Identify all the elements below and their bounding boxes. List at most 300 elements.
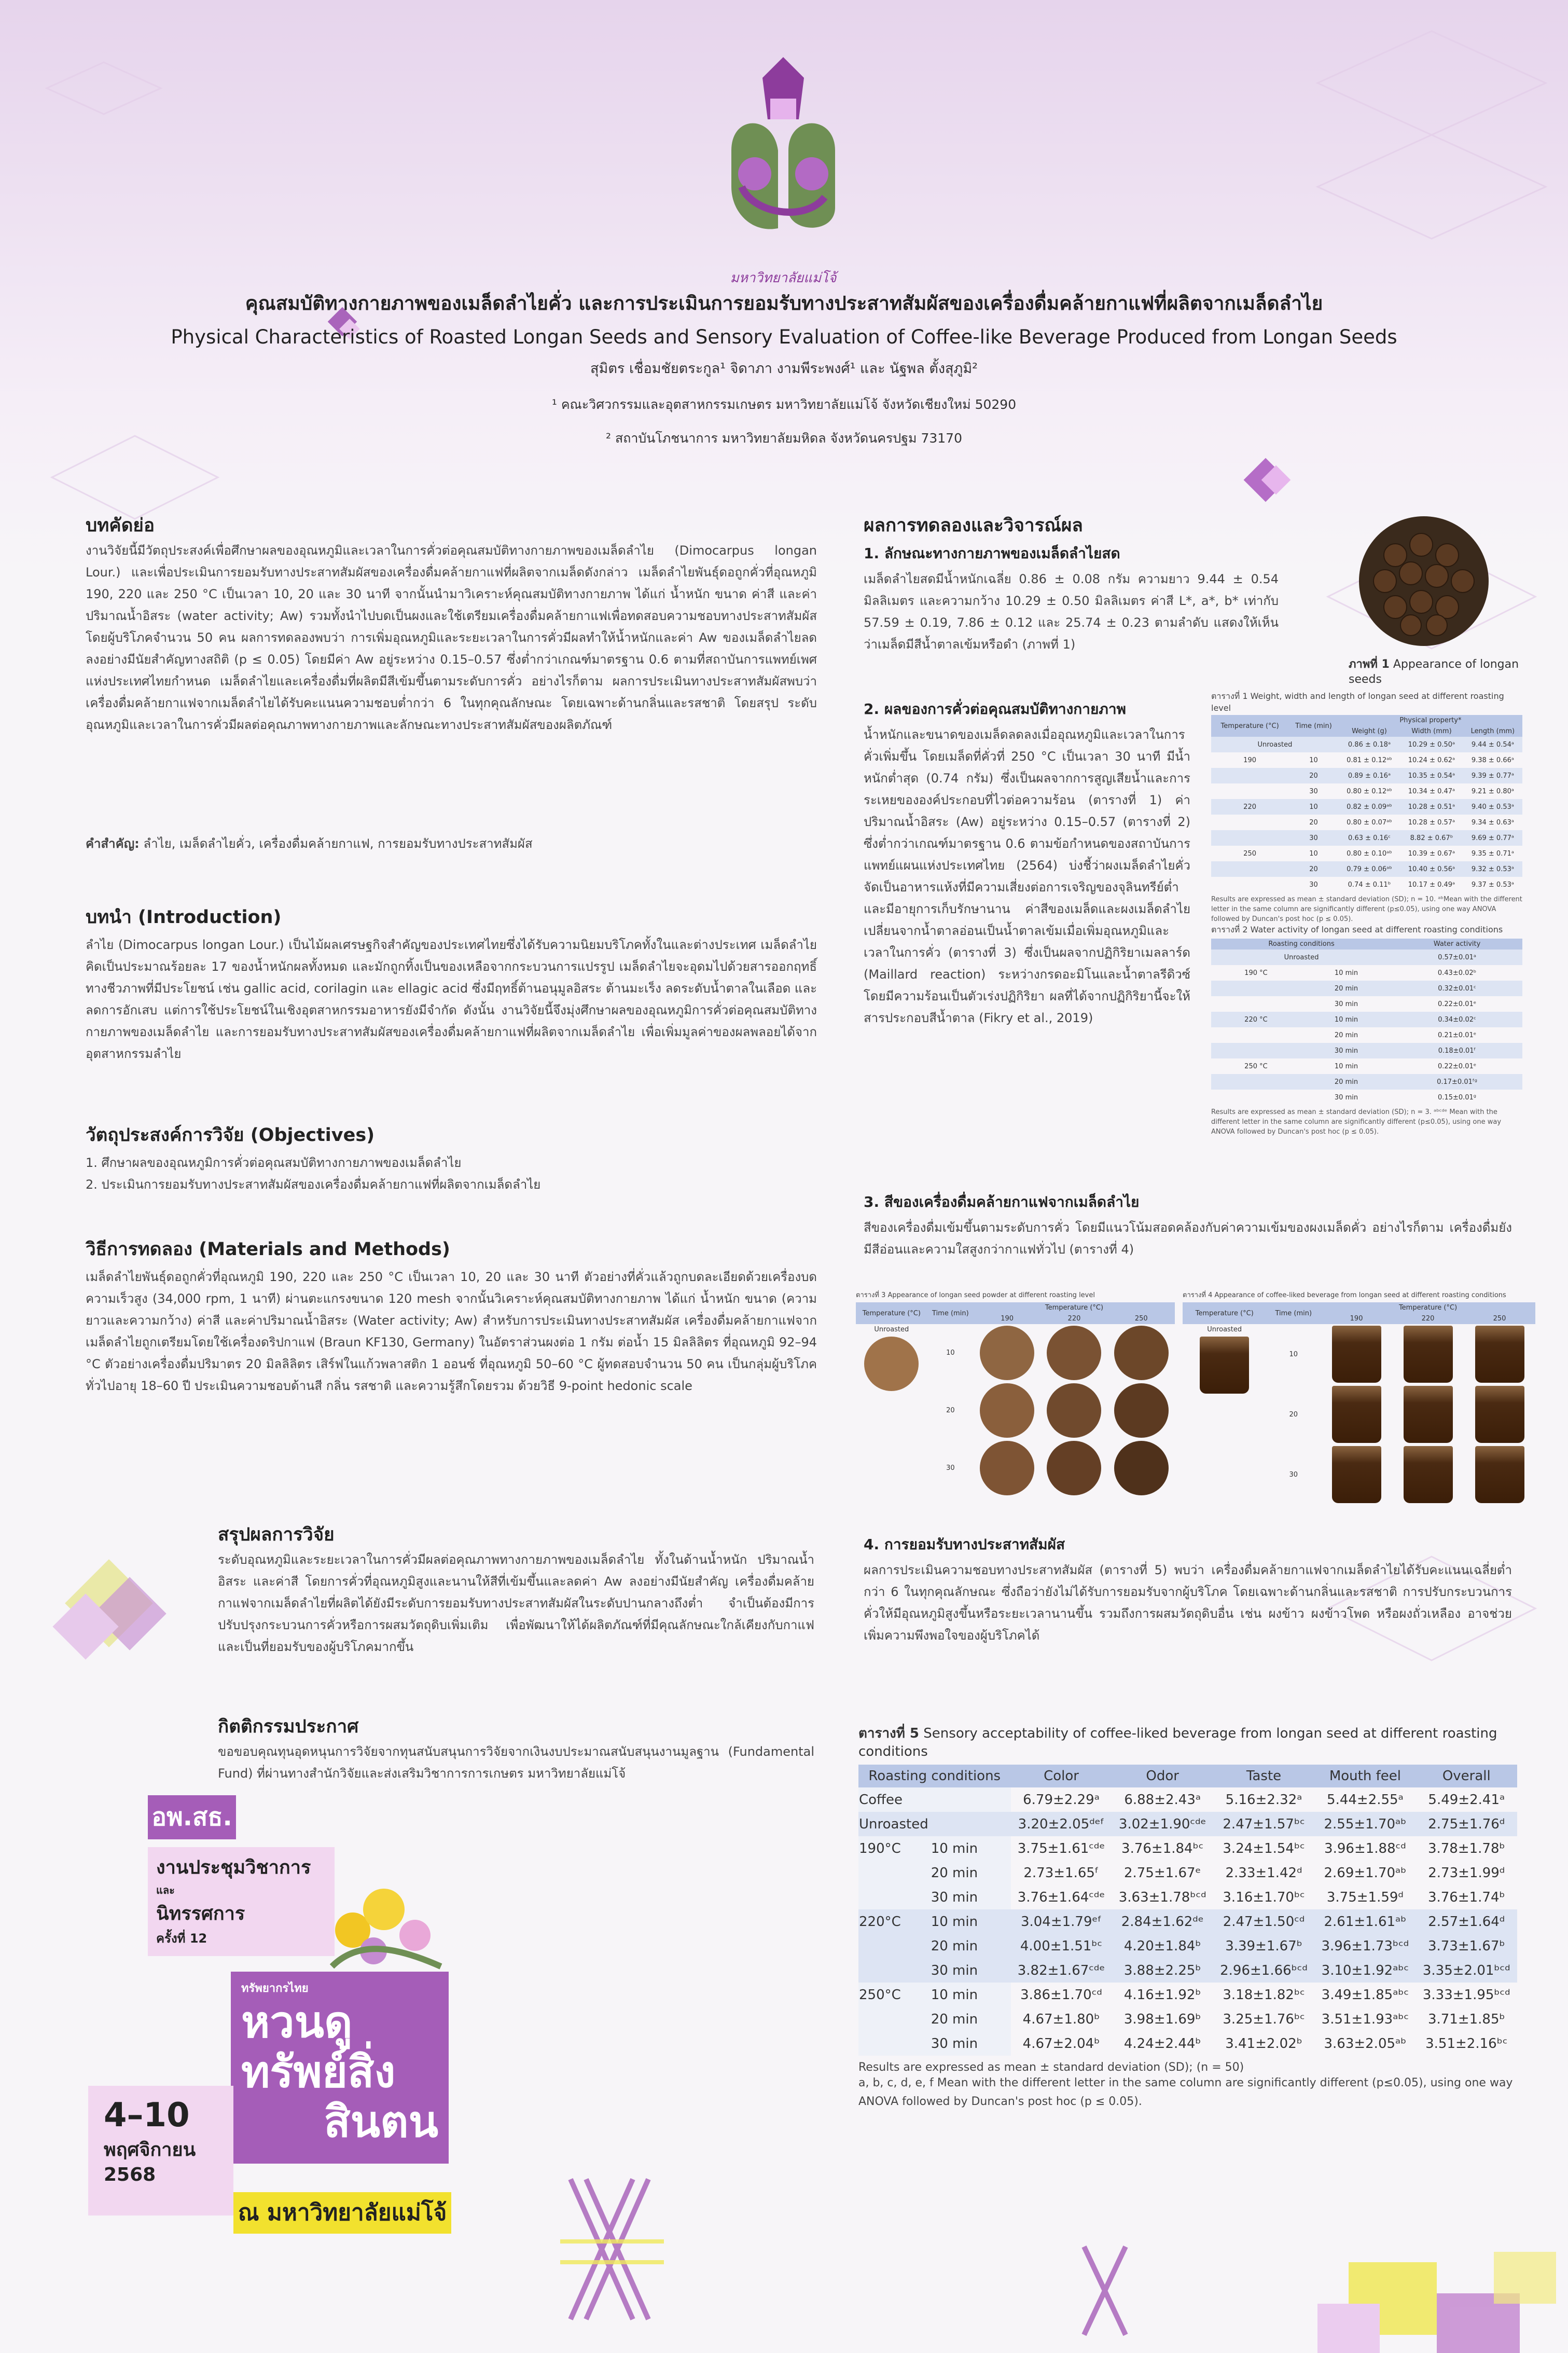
table2-cell: 0.15±0.01ᵍ <box>1438 1093 1477 1102</box>
table5-header: Roasting conditions <box>858 1765 1011 1787</box>
table1-cell: 0.80 ± 0.12ᵃᵇ <box>1347 787 1392 795</box>
table1-cell: 9.35 ± 0.71ᵃ <box>1471 849 1514 858</box>
table-row <box>858 1909 1517 1934</box>
table5-value: 2.75±1.76ᵈ <box>1416 1812 1517 1836</box>
table5-value: 3.20±2.05ᵈᵉᶠ <box>1011 1812 1112 1836</box>
table2-cell <box>1211 1043 1301 1058</box>
table-row <box>1211 799 1522 815</box>
table-row <box>858 1885 1517 1909</box>
table1-header: Time (min) <box>1288 715 1339 737</box>
table1-cell: 9.32 ± 0.53ᵃ <box>1471 865 1514 873</box>
table5-value: 4.24±2.44ᵇ <box>1123 2035 1201 2052</box>
table-row <box>1211 1027 1522 1043</box>
table2-cell <box>1211 1027 1301 1043</box>
table1-cell: 10 <box>1309 849 1318 858</box>
keywords-label: คำสำคัญ: <box>86 836 140 851</box>
table5-value: 3.41±2.02ᵇ <box>1225 2035 1302 2052</box>
table5-value: 2.84±1.62ᵈᵉ <box>1112 1909 1213 1934</box>
table5-note-1: Results are expressed as mean ± standard deviation (SD); (n = 50) <box>858 2061 1244 2074</box>
table1-cell: 10.29 ± 0.50ᵃ <box>1408 740 1455 749</box>
table2-cell: 0.34±0.02ᶜ <box>1438 1015 1476 1024</box>
table4-header: 220 <box>1392 1313 1464 1324</box>
figure1-caption-text: Appearance of longan seeds <box>1349 658 1519 686</box>
event-slogan-1: หวนดู <box>241 1997 353 2047</box>
acknowledgement-heading: กิตติกรรมประกาศ <box>218 1716 359 1737</box>
table5-caption-label: ตารางที่ 5 <box>858 1726 920 1741</box>
title-thai: คุณสมบัติทางกายภาพของเมล็ดลำไยคั่ว และการประเมินการยอมรับทางประสาทสัมผัสของเครื่องดื่มคล้ายกาแฟที่ผลิตจากเมล็ดลำไย <box>245 292 1323 314</box>
table-row <box>1211 877 1522 892</box>
table2-cell: 0.43±0.02ᵇ <box>1437 969 1477 977</box>
table2-header: Roasting conditions <box>1211 939 1392 950</box>
objective-item: 2. ประเมินการยอมรับทางประสาทสัมผัสของเครื่องดื่มคล้ายกาแฟที่ผลิตจากเมล็ดลำไย <box>86 1177 541 1192</box>
table1-header: Weight (g) <box>1339 726 1400 737</box>
table5-condition: Unroasted <box>858 1812 1011 1836</box>
table-row <box>1211 830 1522 846</box>
objectives-list <box>86 1152 817 1195</box>
table1-cell: 10.17 ± 0.49ᵃ <box>1408 880 1455 889</box>
table2-cell: 250 °C <box>1244 1062 1268 1070</box>
table1-cell: 9.40 ± 0.53ᵃ <box>1471 803 1514 811</box>
results-s1-text: เมล็ดลำไยสดมีน้ำหนักเฉลี่ย 0.86 ± 0.08 กรัม ความยาว 9.44 ± 0.54 มิลลิเมตร และความกว้าง 10.29 ± 0.50 มิลลิเมตร ค่าสี L*, a*, b* เท่ากับ 57.59 ± 0.19, 7.86 ± 0.12 และ 25.74 ± 0.23 ตามลำดับ แสดงให้เห็นว่าเมล็ดมีสีน้ำตาลเข้มหรือดำ (ภาพที่ 1) <box>864 572 1279 652</box>
table-row <box>1211 1012 1522 1027</box>
abstract-text: งานวิจัยนี้มีวัตถุประสงค์เพื่อศึกษาผลของอุณหภูมิและเวลาในการคั่วต่อคุณสมบัติทางกายภาพของเมล็ดลำไย (Dimocarpus longan Lour.) และเพื่อประเมินการยอมรับทางประสาทสัมผัสของเครื่องดื่มคล้ายกาแฟที่ผลิตจากเมล็ดดังกล่าว เมล็ดลำไยพันธุ์ดอถูกคั่วที่อุณหภูมิ 190, 220 และ 250 °C เป็นเวลา 10, 20 และ 30 นาที จากนั้นนำมาวิเคราะห์คุณสมบัติทางกายภาพ ได้แก่ น้ำหนัก ขนาด ค่าสี และค่าปริมาณน้ำอิสระ (water activity; Aw) รวมทั้งนำไปบดเป็นผงและใช้เตรียมเครื่องดื่มคล้ายกาแฟเพื่อทดสอบความชอบทางประสาทสัมผัสโดยผู้บริโภคจำนวน 50 คน ผลการทดลองพบว่า การเพิ่มอุณหภูมิและระยะเวลาในการคั่วมีผลทำให้น้ำหนักและค่า Aw ของเมล็ดลำไยลดลงอย่างมีนัยสำคัญทางสถิติ (p ≤ 0.05) โดยมีค่า Aw อยู่ระหว่าง 0.15–0.57 ซึ่งต่ำกว่าเกณฑ์มาตรฐาน 0.6 ตามที่สถาบันการแพทย์เพศแห่งประเทศไทยกำหนด เมล็ดลำไยและเครื่องดื่มที่ผลิตมีสีเข้มขึ้นตามระดับการคั่ว อย่างไรก็ตาม ผลการประเมินทางประสาทสัมผัสพบว่า เครื่องดื่มคล้ายกาแฟจากเมล็ดลำไยได้รับคะแนนความชอบต่ำกว่า 6 ในทุกคุณลักษณะ โดยเฉพาะด้านกลิ่นและรสชาติ โดยสรุป ระดับอุณหภูมิและเวลาในการคั่วมีผลต่อคุณภาพทางกายภาพและลักษณะทางประสาทสัมผัสของผลิตภัณฑ์ <box>86 543 817 732</box>
table1-cell: 9.44 ± 0.54ᵃ <box>1471 740 1514 749</box>
acknowledgement-text: ขอขอบคุณทุนอุดหนุนการวิจัยจากทุนสนับสนุนการวิจัยจากเงินงบประมาณสนับสนุนงานมูลฐาน (Fundamental Fund) ที่ผ่านทางสำนักวิจัยและส่งเสริมวิชาการการเกษตร มหาวิทยาลัยแม่โจ้ <box>218 1744 814 1781</box>
table5-condition <box>858 1885 931 1909</box>
table5-condition <box>858 2031 931 2056</box>
table5-value: 2.55±1.70ᵃᵇ <box>1314 1812 1416 1836</box>
table5-value: 3.39±1.67ᵇ <box>1213 1934 1314 1958</box>
affiliation-2: ² สถาบันโภชนาการ มหาวิทยาลัยมหิดล จังหวัดนครปฐม 73170 <box>605 431 962 446</box>
table1-cell: 0.80 ± 0.07ᵃᵇ <box>1347 818 1392 827</box>
beverage-sample <box>1475 1446 1524 1503</box>
table3-header: 190 <box>974 1313 1040 1324</box>
table5-time: 30 min <box>931 2031 1011 2056</box>
table1-cell: 8.82 ± 0.67ᵇ <box>1410 834 1453 842</box>
longan-seeds-photo <box>1349 514 1499 649</box>
keywords-text: ลำไย, เมล็ดลำไยคั่ว, เครื่องดื่มคล้ายกาแฟ, การยอมรับทางประสาทสัมผัส <box>143 836 533 851</box>
table5-value: 5.44±2.55ᵃ <box>1327 1792 1404 1808</box>
beverage-sample <box>1332 1446 1381 1503</box>
table2-cell: 10 min <box>1334 1062 1358 1070</box>
affiliation-1: ¹ คณะวิศวกรรมและอุตสาหกรรมเกษตร มหาวิทยาลัยแม่โจ้ จังหวัดเชียงใหม่ 50290 <box>551 397 1017 412</box>
table5-value: 3.88±2.25ᵇ <box>1112 1958 1213 1983</box>
table1-cell: 30 <box>1309 834 1318 842</box>
table5-value: 2.47±1.57ᵇᶜ <box>1213 1812 1314 1836</box>
table1-cell: 10 <box>1309 803 1318 811</box>
table5-value: 5.16±2.32ᵃ <box>1225 1792 1302 1808</box>
university-name: มหาวิทยาลัยแม่โจ้ <box>730 270 837 286</box>
table-row <box>1211 965 1522 981</box>
table5-value: 3.02±1.90ᶜᵈᵉ <box>1112 1812 1213 1836</box>
table1-cell <box>1211 783 1288 799</box>
table-row <box>1211 815 1522 830</box>
table2-cell: 0.17±0.01ᶠᵍ <box>1437 1078 1477 1086</box>
table5-condition <box>858 1958 931 1983</box>
table1-cell: 0.86 ± 0.18ᵃ <box>1348 740 1391 749</box>
table5-value: 3.04±1.79ᵉᶠ <box>1011 1909 1112 1934</box>
table-row <box>858 1787 1517 1812</box>
table1-cell: 10.28 ± 0.57ᵃ <box>1408 818 1455 827</box>
event-date-box <box>88 2086 233 2216</box>
powder-sample <box>1114 1441 1169 1495</box>
introduction-text: ลำไย (Dimocarpus longan Lour.) เป็นไม้ผลเศรษฐกิจสำคัญของประเทศไทยซึ่งได้รับความนิยมบริโภคทั้งในและต่างประเทศ เมล็ดลำไยคิดเป็นประมาณร้อยละ 17 ของน้ำหนักผลทั้งหมด และมักถูกทิ้งเป็นของเหลือจากกระบวนการแปรรูป เมล็ดลำไยจะอุดมไปด้วยสารออกฤทธิ์ทางชีวภาพที่มีประโยชน์ เช่น gallic acid, corilagin และ ellagic acid ซึ่งมีฤทธิ์ต้านอนุมูลอิสระ ต้านมะเร็ง ลดระดับน้ำตาลในเลือด และลดการอักเสบ แต่การใช้ประโยชน์ในเชิงอุตสาหกรรมอาหารยังมีจำกัด ดังนั้น งานวิจัยนี้จึงมุ่งศึกษาผลของอุณหภูมิการคั่วต่อคุณสมบัติทางกายภาพของเมล็ดลำไย และการยอมรับทางประสาทสัมผัสของเครื่องดื่มคล้ายกาแฟที่ผลิตจากเมล็ดลำไย เพื่อเพิ่มมูลค่าของผลพลอยได้จากอุตสาหกรรมลำไย <box>86 938 817 1061</box>
table-row <box>1211 783 1522 799</box>
table-row <box>1211 846 1522 861</box>
event-sub: ทรัพยากรไทย <box>241 1982 309 1995</box>
table4-time: 20 <box>1289 1410 1298 1419</box>
event-and: และ <box>156 1884 175 1896</box>
results-s1-heading: 1. ลักษณะทางกายภาพของเมล็ดลำไยสด <box>864 545 1120 562</box>
table5-value: 4.00±1.51ᵇᶜ <box>1011 1934 1112 1958</box>
table1-cell: 190 <box>1243 756 1256 764</box>
table1-cell: 0.82 ± 0.09ᵃᵇ <box>1347 803 1392 811</box>
table5-value: 3.10±1.92ᵃᵇᶜ <box>1314 1958 1416 1983</box>
powder-sample <box>1114 1383 1169 1438</box>
table5-condition: Coffee <box>858 1787 1011 1812</box>
table2-note: Results are expressed as mean ± standard deviation (SD); n = 3. ᵃᵇᶜᵈᵉ Mean with the different letter in the same column are significantly different (p≤0.05), using one way ANOVA followed by Duncan's post hoc (p ≤ 0.05). <box>1211 1108 1502 1136</box>
table-row <box>858 1836 1517 1861</box>
table5-value: 4.20±1.84ᵇ <box>1112 1934 1213 1958</box>
table5-value: 3.73±1.67ᵇ <box>1416 1934 1517 1958</box>
event-line1: งานประชุมวิชาการ <box>156 1857 311 1878</box>
table5-value: 3.75±1.61ᶜᵈᵉ <box>1017 1840 1105 1856</box>
table5-value: 3.18±1.82ᵇᶜ <box>1223 1987 1305 2003</box>
results-s3-text: สีของเครื่องดื่มเข้มขึ้นตามระดับการคั่ว โดยมีแนวโน้มสอดคล้องกับค่าความเข้มของผงเมล็ดคั่ว อย่างไรก็ตาม เครื่องดื่มยังมีสีอ่อนและความใสสูงกว่ากาแฟทั่วไป (ตารางที่ 4) <box>864 1220 1512 1257</box>
table2 <box>1211 924 1522 1137</box>
table1-cell: 0.81 ± 0.12ᵃᵇ <box>1347 756 1392 764</box>
table1-cell: 10.34 ± 0.47ᵃ <box>1408 787 1455 795</box>
table5-value: 3.76±1.74ᵇ <box>1427 1889 1505 1905</box>
table5-value: 2.47±1.50ᶜᵈ <box>1213 1909 1314 1934</box>
table5-value: 3.63±2.05ᵃᵇ <box>1324 2035 1407 2052</box>
methods-heading: วิธีการทดลอง (Materials and Methods) <box>86 1239 450 1260</box>
table5-value: 4.67±1.80ᵇ <box>1022 2011 1100 2027</box>
table5-value: 3.33±1.95ᵇᶜᵈ <box>1422 1987 1510 2003</box>
table1-cell <box>1211 815 1288 830</box>
beverage-sample <box>1404 1446 1453 1503</box>
event-slogan-3: สินตน <box>324 2096 438 2147</box>
table1-cell: 20 <box>1309 818 1318 827</box>
table-row <box>858 1812 1517 1836</box>
methods-text: เมล็ดลำไยพันธุ์ดอถูกคั่วที่อุณหภูมิ 190, 220 และ 250 °C เป็นเวลา 10, 20 และ 30 นาที ตัวอย่างที่คั่วแล้วถูกบดละเอียดด้วยเครื่องบดความเร็วสูง (34,000 rpm, 1 นาที) ผ่านตะแกรงขนาด 120 mesh จากนั้นวิเคราะห์คุณสมบัติทางกายภาพ ได้แก่ น้ำหนัก ขนาด (ความยาวและความกว้าง) ค่าสี และค่าปริมาณน้ำอิสระ (Water activity; Aw) สำหรับการประเมินทางประสาทสัมผัส เครื่องดื่มคล้ายกาแฟจากเมล็ดลำไยถูกเตรียมโดยใช้เครื่องดริปกาแฟ (Braun KF130, Germany) ในอัตราส่วนผงต่อ 1 กรัม ต่อน้ำ 15 มิลลิลิตร ที่อุณหภูมิ 92–94 °C ตัวอย่างเครื่องดื่มปริมาตร 20 มิลลิลิตร เสิร์ฟในแก้วพลาสติก 1 ออนซ์ ที่อุณหภูมิ 50–60 °C ผู้ทดสอบจำนวน 50 คน เป็นกลุ่มผู้บริโภคทั่วไปอายุ 18–60 ปี ประเมินความชอบด้านสี กลิ่น รสชาติ และความรู้สึกโดยรวม ด้วยวิธี 9-point hedonic scale <box>86 1270 817 1393</box>
table2-cell: 0.21±0.01ᵉ <box>1437 1031 1477 1039</box>
table2-cell: 20 min <box>1334 1031 1358 1039</box>
table5-value: 5.49±2.41ᵃ <box>1428 1792 1505 1808</box>
event-title-box <box>148 1847 335 1956</box>
table-row <box>858 1861 1517 1885</box>
table5-value: 6.88±2.43ᵃ <box>1124 1792 1201 1808</box>
table1-header: Length (mm) <box>1463 726 1522 737</box>
table5-value: 6.79±2.29ᵃ <box>1023 1792 1100 1808</box>
table4-header: Temperature (°C) <box>1183 1302 1266 1324</box>
table4-header: 250 <box>1464 1313 1535 1324</box>
table5-header: Color <box>1011 1765 1112 1787</box>
event-edition: ครั้งที่ 12 <box>156 1931 207 1946</box>
results-s3-heading: 3. สีของเครื่องดื่มคล้ายกาแฟจากเมล็ดลำไย <box>864 1193 1140 1210</box>
table1-cell <box>1211 768 1288 783</box>
powder-sample <box>980 1326 1034 1380</box>
table5-value: 2.33±1.42ᵈ <box>1225 1865 1302 1881</box>
table3-time: 20 <box>946 1407 955 1414</box>
table5-header: Overall <box>1416 1765 1517 1787</box>
table-row <box>858 2007 1517 2031</box>
event-slogan-box <box>231 1972 449 2164</box>
beverage-sample <box>1475 1386 1524 1443</box>
table5-value: 4.16±1.92ᵇ <box>1123 1987 1201 2003</box>
table5-time: 20 min <box>931 1861 1011 1885</box>
table2-cell: 0.22±0.01ᵉ <box>1437 1062 1477 1070</box>
keywords <box>86 833 817 855</box>
table2-header: Water activity <box>1392 939 1522 950</box>
powder-sample <box>1114 1326 1169 1380</box>
table1-cell <box>1211 877 1288 892</box>
table1-cell: Unroasted <box>1257 740 1293 749</box>
table1-cell: 0.79 ± 0.06ᵃᵇ <box>1347 865 1392 873</box>
table5-value: 3.78±1.78ᵇ <box>1427 1840 1505 1856</box>
table1-cell: 0.80 ± 0.10ᵃᵇ <box>1347 849 1392 858</box>
powder-sample <box>980 1441 1034 1495</box>
table3-unroasted-label: Unroasted <box>874 1326 909 1333</box>
table5-value: 2.73±1.99ᵈ <box>1428 1865 1505 1881</box>
table5-value: 3.51±2.16ᵇᶜ <box>1425 2035 1508 2052</box>
table-row <box>1211 1090 1522 1105</box>
table5-condition: 250°C <box>858 1983 931 2007</box>
table1-cell: 10.40 ± 0.56ᵃ <box>1408 865 1455 873</box>
table5 <box>858 1723 1517 2111</box>
table5-header: Taste <box>1213 1765 1314 1787</box>
table-row <box>1211 981 1522 996</box>
powder-sample <box>1047 1383 1101 1438</box>
table1-cell: 10.39 ± 0.67ᵃ <box>1408 849 1455 858</box>
table2-caption: ตารางที่ 2 Water activity of longan seed at different roasting conditions <box>1211 925 1503 934</box>
table5-caption <box>858 1723 1517 1759</box>
table-row <box>858 1958 1517 1983</box>
table1-cell <box>1211 861 1288 877</box>
flowers-illustration <box>316 1868 451 1972</box>
table1-cell: 0.63 ± 0.16ᶜ <box>1348 834 1391 842</box>
table1-cell: 220 <box>1243 803 1256 811</box>
table2-cell: 0.32±0.01ᶜ <box>1438 984 1476 993</box>
table5-condition <box>858 1934 931 1958</box>
table2-cell <box>1211 981 1301 996</box>
table1-cell: 0.89 ± 0.16ᵃ <box>1348 772 1391 780</box>
table5-time: 30 min <box>931 1958 1011 1983</box>
table-row <box>1211 1058 1522 1074</box>
table-row <box>1211 861 1522 877</box>
table1-cell: 10 <box>1309 756 1318 764</box>
table5-value: 4.67±2.04ᵇ <box>1022 2035 1100 2052</box>
university-logo <box>721 57 845 270</box>
table3 <box>856 1289 1175 1497</box>
beverage-sample <box>1404 1386 1453 1443</box>
table5-value: 3.96±1.73ᵇᶜᵈ <box>1314 1934 1416 1958</box>
table3-header: 250 <box>1108 1313 1175 1324</box>
table4-header: Temperature (°C) <box>1321 1302 1535 1313</box>
table3-time: 30 <box>946 1464 955 1472</box>
event-date-2: พฤศจิกายน <box>104 2139 196 2161</box>
authors: สุมิตร เชื่อมชัยตระกูล¹ จิดาภา งามพีระพงศ์¹ และ นัฐพล ตั้งสุภูมิ² <box>590 361 978 377</box>
objective-item: 1. ศึกษาผลของอุณหภูมิการคั่วต่อคุณสมบัติทางกายภาพของเมล็ดลำไย <box>86 1155 462 1170</box>
table5-value: 2.75±1.67ᵉ <box>1123 1865 1201 1881</box>
table1-cell: 9.34 ± 0.63ᵃ <box>1471 818 1514 827</box>
table4-time: 10 <box>1289 1350 1298 1358</box>
table5-value: 3.49±1.85ᵃᵇᶜ <box>1321 1987 1409 2003</box>
table5-value: 3.63±1.78ᵇᶜᵈ <box>1118 1889 1206 1905</box>
table1-cell: 20 <box>1309 772 1318 780</box>
table1-cell: 20 <box>1309 865 1318 873</box>
table5-condition <box>858 2007 931 2031</box>
table1-cell: 250 <box>1243 849 1256 858</box>
table5-value: 2.69±1.70ᵃᵇ <box>1324 1865 1407 1881</box>
table5-time: 10 min <box>931 1983 1011 2007</box>
table5-condition: 190°C <box>858 1836 931 1861</box>
table5-time: 30 min <box>931 1885 1011 1909</box>
table5-value: 3.24±1.54ᵇᶜ <box>1223 1840 1305 1856</box>
table5-caption-text: Sensory acceptability of coffee-liked beverage from longan seed at different roasting conditions <box>858 1726 1497 1759</box>
table1-cell: 10.35 ± 0.54ᵃ <box>1408 772 1455 780</box>
table3-header: Time (min) <box>927 1302 974 1324</box>
table1-cell: 9.38 ± 0.66ᵃ <box>1471 756 1514 764</box>
table5-condition: 220°C <box>858 1909 931 1934</box>
table1-cell: 9.39 ± 0.77ᵃ <box>1471 772 1514 780</box>
table-row <box>1211 996 1522 1012</box>
table5-value: 2.73±1.65ᶠ <box>1023 1865 1099 1881</box>
table5-value: 3.51±1.93ᵃᵇᶜ <box>1321 2011 1409 2027</box>
table1-caption: ตารางที่ 1 Weight, width and length of longan seed at different roasting level <box>1211 691 1504 713</box>
table2-cell: 20 min <box>1334 984 1358 993</box>
table4-header: 190 <box>1321 1313 1392 1324</box>
table3-header: Temperature (°C) <box>856 1302 927 1324</box>
introduction-heading: บทนำ (Introduction) <box>86 907 282 928</box>
powder-sample <box>864 1337 919 1391</box>
table3-caption: ตารางที่ 3 Appearance of longan seed powder at different roasting level <box>856 1291 1095 1299</box>
powder-sample <box>1047 1441 1101 1495</box>
table1-cell: 30 <box>1309 787 1318 795</box>
table5-time: 10 min <box>931 1836 1011 1861</box>
table5-header: Odor <box>1112 1765 1213 1787</box>
beverage-sample <box>1475 1326 1524 1383</box>
table5-value: 3.75±1.59ᵈ <box>1326 1889 1404 1905</box>
table3-time: 10 <box>946 1349 955 1357</box>
table2-cell: 190 °C <box>1244 969 1268 977</box>
table2-cell <box>1211 996 1301 1012</box>
table2-cell: 220 °C <box>1244 1015 1268 1024</box>
title-english: Physical Characteristics of Roasted Longan Seeds and Sensory Evaluation of Coffee-like Beverage Produced from Longan Seeds <box>171 326 1397 348</box>
table-row <box>1211 737 1522 752</box>
results-s2-text: น้ำหนักและขนาดของเมล็ดลดลงเมื่ออุณหภูมิและเวลาในการคั่วเพิ่มขึ้น โดยเมล็ดที่คั่วที่ 250 °C เป็นเวลา 30 นาที มีน้ำหนักต่ำสุด (0.74 กรัม) ซึ่งเป็นผลจากการสูญเสียน้ำและการระเหยขององค์ประกอบที่ไวต่อความร้อน (ตารางที่ 1) ค่าปริมาณน้ำอิสระ (Aw) อยู่ระหว่าง 0.15–0.57 (ตารางที่ 2) ซึ่งต่ำกว่าเกณฑ์มาตรฐาน 0.6 ตามข้อกำหนดของสถาบันการแพทย์แผนแห่งประเทศไทย (2564) บ่งชี้ว่าผงเมล็ดลำไยคั่วจัดเป็นอาหารแห้งที่มีความเสี่ยงต่อการเจริญของจุลินทรีย์ต่ำและมีอายุการเก็บรักษานาน ค่าสีของเมล็ดและผงเมล็ดลำไยเปลี่ยนจากน้ำตาลอ่อนเป็นน้ำตาลเข้มเมื่อเพิ่มอุณหภูมิและเวลาในการคั่ว (ตารางที่ 3) ซึ่งเป็นผลจากปฏิกิริยาเมลลาร์ด (Maillard reaction) ระหว่างกรดอะมิโนและน้ำตาลรีดิวซ์โดยมีความร้อนเป็นตัวเร่งปฏิกิริยา ผลที่ได้จากปฏิกิริยานี้จะให้สารประกอบสีน้ำตาล (Fikry et al., 2019) <box>864 727 1190 1025</box>
table1-cell: 0.74 ± 0.11ᵇ <box>1348 880 1391 889</box>
results-s4-heading: 4. การยอมรับทางประสาทสัมผัส <box>864 1536 1065 1553</box>
table5-value: 3.25±1.76ᵇᶜ <box>1223 2011 1305 2027</box>
table1-header: Temperature (°C) <box>1211 715 1288 737</box>
table1-cell: 10.24 ± 0.62ᵃ <box>1408 756 1455 764</box>
table5-header: Mouth feel <box>1314 1765 1416 1787</box>
table5-time: 10 min <box>931 1909 1011 1934</box>
powder-sample <box>1047 1326 1101 1380</box>
event-date-3: 2568 <box>104 2164 156 2185</box>
table5-value: 3.82±1.67ᶜᵈᵉ <box>1011 1958 1112 1983</box>
table1-cell: 10.28 ± 0.51ᵃ <box>1408 803 1455 811</box>
figure1-caption <box>1349 655 1525 686</box>
table4-time: 30 <box>1289 1470 1298 1479</box>
event-venue: ณ มหาวิทยาลัยแม่โจ้ <box>233 2192 451 2234</box>
table2-cell: 30 min <box>1334 1000 1358 1008</box>
conclusion-text: ระดับอุณหภูมิและระยะเวลาในการคั่วมีผลต่อคุณภาพทางกายภาพของเมล็ดลำไย ทั้งในด้านน้ำหนัก ปริมาณน้ำอิสระ และค่าสี โดยการคั่วที่อุณหภูมิสูงและนานให้สีที่เข้มขึ้นและลดค่า Aw ลงอย่างมีนัยสำคัญ เครื่องดื่มคล้ายกาแฟจากเมล็ดลำไยที่ผลิตได้ยังมีระดับการยอมรับทางประสาทสัมผัสในระดับปานกลางถึงต่ำ จำเป็นต้องมีการปรับปรุงกระบวนการคั่วหรือการผสมวัตถุดิบเพิ่มเติม เพื่อพัฒนาให้ได้ผลิตภัณฑ์ที่มีคุณลักษณะใกล้เคียงกับกาแฟและเป็นที่ยอมรับของผู้บริโภคมากขึ้น <box>218 1552 814 1654</box>
table1-header: Physical property* <box>1339 715 1522 726</box>
event-slogan-2: ทรัพย์สิ่ง <box>241 2046 396 2097</box>
table2-cell: 30 min <box>1334 1047 1358 1055</box>
table5-value: 3.35±2.01ᵇᶜᵈ <box>1416 1958 1517 1983</box>
table1-cell: 9.37 ± 0.53ᵃ <box>1471 880 1514 889</box>
powder-sample <box>980 1383 1034 1438</box>
abstract-heading: บทคัดย่อ <box>86 515 155 536</box>
table-row <box>858 1934 1517 1958</box>
beverage-sample <box>1200 1337 1249 1394</box>
table5-value: 3.71±1.85ᵇ <box>1427 2011 1505 2027</box>
table-row <box>858 2031 1517 2056</box>
beverage-sample <box>1332 1326 1381 1383</box>
table1-note: Results are expressed as mean ± standard deviation (SD); n = 10. ᵃᵇMean with the different letter in the same column are significantly different (p≤0.05), using one way ANOVA followed by Duncan's post hoc (p ≤ 0.05). <box>1211 896 1522 923</box>
results-heading: ผลการทดลองและวิจารณ์ผล <box>864 515 1083 536</box>
objectives-heading: วัตถุประสงค์การวิจัย (Objectives) <box>86 1125 375 1146</box>
table4-header: Time (min) <box>1266 1302 1321 1324</box>
table1-cell: 9.21 ± 0.80ᵃ <box>1471 787 1514 795</box>
table1 <box>1211 690 1522 924</box>
table2-cell: 10 min <box>1334 1015 1358 1024</box>
event-org: อพ.สธ. <box>148 1795 236 1839</box>
table1-header: Width (mm) <box>1400 726 1463 737</box>
table5-value: 3.86±1.70ᶜᵈ <box>1020 1987 1102 2003</box>
table5-time: 20 min <box>931 2007 1011 2031</box>
table-row <box>1211 950 1522 965</box>
table1-cell: 9.69 ± 0.77ᵃ <box>1471 834 1514 842</box>
table1-cell: 30 <box>1309 880 1318 889</box>
table4-unroasted-label: Unroasted <box>1207 1326 1242 1333</box>
table1-cell <box>1211 830 1288 846</box>
table3-header: 220 <box>1040 1313 1107 1324</box>
table-row <box>1211 1074 1522 1090</box>
table2-cell: 0.18±0.01ᶠ <box>1438 1047 1476 1055</box>
beverage-sample <box>1332 1386 1381 1443</box>
table5-time: 20 min <box>931 1934 1011 1958</box>
table5-value: 2.96±1.66ᵇᶜᵈ <box>1213 1958 1314 1983</box>
table5-note-2: a, b, c, d, e, f Mean with the different letter in the same column are significantly different (p≤0.05), using one way ANOVA followed by Duncan's post hoc (p ≤ 0.05). <box>858 2076 1513 2108</box>
table-row <box>1211 752 1522 768</box>
table5-value: 3.76±1.64ᶜᵈᵉ <box>1017 1889 1105 1905</box>
table-row <box>858 1983 1517 2007</box>
table5-value: 3.98±1.69ᵇ <box>1123 2011 1201 2027</box>
table2-cell <box>1211 1074 1301 1090</box>
table3-header: Temperature (°C) <box>974 1302 1175 1313</box>
table2-cell <box>1211 1090 1301 1105</box>
table2-cell: Unroasted <box>1284 953 1319 961</box>
table2-cell: 0.22±0.01ᵉ <box>1437 1000 1477 1008</box>
results-s4-text: ผลการประเมินความชอบทางประสาทสัมผัส (ตารางที่ 5) พบว่า เครื่องดื่มคล้ายกาแฟจากเมล็ดลำไยได้รับคะแนนเฉลี่ยต่ำกว่า 6 ในทุกคุณลักษณะ ซึ่งถือว่ายังไม่ได้รับการยอมรับจากผู้บริโภค โดยเฉพาะด้านกลิ่นและรสชาติ การปรับกระบวนการคั่วให้มีอุณหภูมิสูงขึ้นหรือระยะเวลานานขึ้น รวมถึงการผสมวัตถุดิบอื่น เช่น ผงข้าว ผงข้าวโพด หรือผงถั่วเหลือง อาจช่วยเพิ่มความพึงพอใจของผู้บริโภคได้ <box>864 1563 1512 1643</box>
table2-cell: 30 min <box>1334 1093 1358 1102</box>
table5-value: 2.57±1.64ᵈ <box>1416 1909 1517 1934</box>
table5-value: 3.16±1.70ᵇᶜ <box>1223 1889 1305 1905</box>
table2-cell: 20 min <box>1334 1078 1358 1086</box>
results-s2-heading: 2. ผลของการคั่วต่อคุณสมบัติทางกายภาพ <box>864 700 1127 718</box>
figure1-caption-label: ภาพที่ 1 <box>1349 658 1390 671</box>
table4 <box>1183 1289 1535 1505</box>
beverage-sample <box>1404 1326 1453 1383</box>
conclusion-heading: สรุปผลการวิจัย <box>218 1524 335 1545</box>
table5-value: 2.61±1.61ᵃᵇ <box>1314 1909 1416 1934</box>
table5-value: 3.76±1.84ᵇᶜ <box>1121 1840 1204 1856</box>
table2-cell: 10 min <box>1334 969 1358 977</box>
